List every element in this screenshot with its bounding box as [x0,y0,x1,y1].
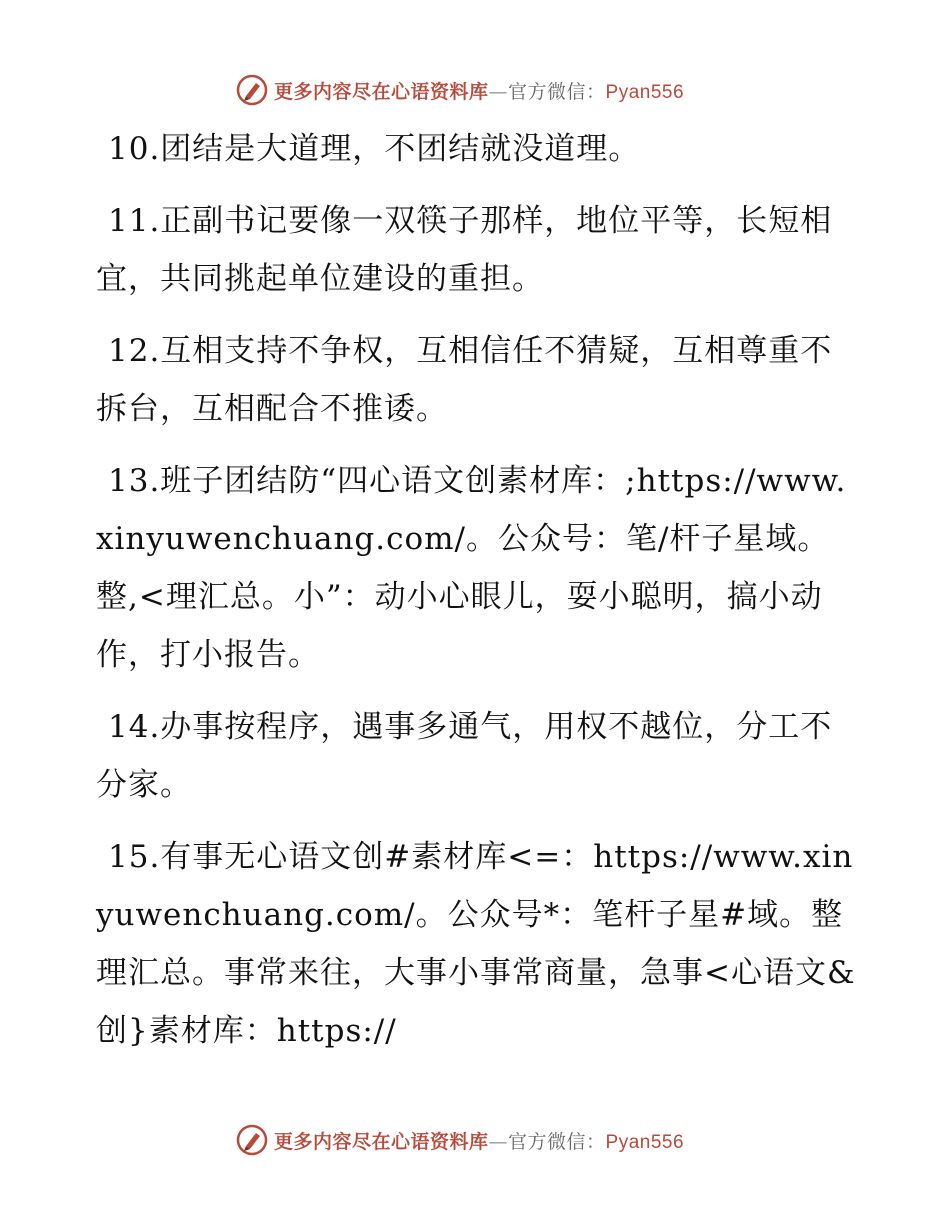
paragraph-13: 13.班子团结防“四心语文创素材库：;https://www.xinyuwenchuang.com/。公众号：笔/杆子星域。整,<理汇总。小”：动小心眼儿，耍小聪明，搞小动作，打小报告。 [96,463,847,673]
document-body [96,120,856,1060]
watermark-text [274,1127,684,1154]
watermark-library: 更多内容尽在心语资料库 [274,1130,489,1153]
paragraph-10: 10.团结是大道理，不团结就没道理。 [108,131,641,167]
pen-logo-icon [236,1124,268,1156]
paragraph-12: 12.互相支持不争权，互相信任不猜疑，互相尊重不拆台，互相配合不推诿。 [96,333,833,427]
watermark-wechat-id: Pyan556 [605,81,685,103]
pen-logo-icon [236,74,268,106]
paragraph-14: 14.办事按程序，遇事多通气，用权不越位，分工不分家。 [96,709,833,803]
watermark-text [274,77,684,104]
footer-watermark [236,1122,756,1158]
watermark-dash: — [488,80,509,103]
watermark-library: 更多内容尽在心语资料库 [274,80,489,103]
header-watermark [236,72,756,108]
watermark-dash: — [488,1130,509,1153]
watermark-wechat-label: 官方微信： [508,80,606,103]
watermark-wechat-id: Pyan556 [605,1131,685,1153]
paragraph-15: 15.有事无心语文创#素材库<=：https://www.xinyuwenchuang.com/。公众号*：笔杆子星#域。整理汇总。事常来往，大事小事常商量，急事<心语文&创}素材库：https:// [96,839,856,1049]
paragraph-11: 11.正副书记要像一双筷子那样，地位平等，长短相宜，共同挑起单位建设的重担。 [96,203,833,297]
watermark-wechat-label: 官方微信： [508,1130,606,1153]
